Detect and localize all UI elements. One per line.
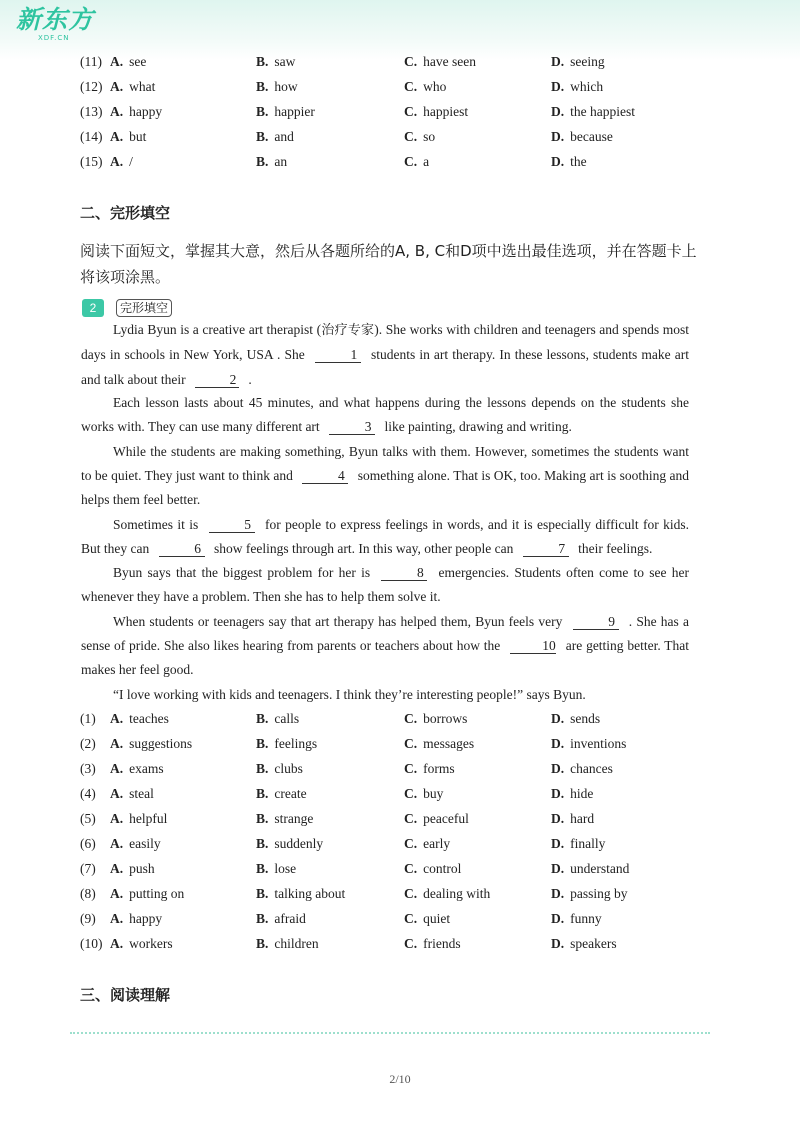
question-type-tag: 完形填空 (116, 299, 172, 317)
question-badge: 2 (82, 299, 104, 317)
option-c[interactable]: C. messages (404, 736, 475, 751)
option-b[interactable]: B. and (256, 129, 294, 144)
blank-1[interactable]: 1 (315, 347, 361, 363)
option-b[interactable]: B. children (256, 936, 319, 951)
option-a[interactable]: A. happy (110, 104, 163, 119)
option-d[interactable]: D. chances (551, 761, 613, 776)
option-row (80, 711, 720, 733)
option-c[interactable]: C. early (404, 836, 451, 851)
option-d[interactable]: D. speakers (551, 936, 617, 951)
option-c[interactable]: C. so (404, 129, 436, 144)
option-b[interactable]: B. strange (256, 811, 314, 826)
option-b[interactable]: B. lose (256, 861, 297, 876)
section-title-cloze: 二、完形填空 (80, 204, 171, 222)
option-c[interactable]: C. forms (404, 761, 455, 776)
option-row (80, 786, 720, 808)
option-a[interactable]: A. workers (110, 936, 173, 951)
option-a[interactable]: A. / (110, 154, 133, 169)
option-row (80, 836, 720, 858)
question-number: (6) (80, 836, 96, 851)
blank-4[interactable]: 4 (302, 468, 348, 484)
option-row (80, 736, 720, 758)
option-b[interactable]: B. talking about (256, 886, 346, 901)
option-a[interactable]: A. suggestions (110, 736, 193, 751)
option-d[interactable]: D. passing by (551, 886, 628, 901)
blank-9[interactable]: 9 (573, 614, 619, 630)
option-b[interactable]: B. saw (256, 54, 296, 69)
option-b[interactable]: B. an (256, 154, 288, 169)
option-b[interactable]: B. how (256, 79, 298, 94)
option-b[interactable]: B. calls (256, 711, 300, 726)
question-number: (9) (80, 911, 96, 926)
passage-paragraph: Byun says that the biggest problem for her is 8 emergencies. Students often come to see her whenever they have a problem. Then she has to help them solve it. (81, 565, 689, 605)
option-b[interactable]: B. feelings (256, 736, 318, 751)
option-b[interactable]: B. happier (256, 104, 315, 119)
option-c[interactable]: C. borrows (404, 711, 468, 726)
option-c[interactable]: C. peaceful (404, 811, 469, 826)
option-c[interactable]: C. control (404, 861, 462, 876)
option-a[interactable]: A. see (110, 54, 147, 69)
option-row (80, 761, 720, 783)
option-d[interactable]: D. inventions (551, 736, 627, 751)
option-d[interactable]: D. finally (551, 836, 606, 851)
blank-2[interactable]: 2 (195, 372, 239, 388)
option-c[interactable]: C. dealing with (404, 886, 491, 901)
question-number: (11) (80, 54, 102, 69)
option-b[interactable]: B. create (256, 786, 307, 801)
option-a[interactable]: A. easily (110, 836, 161, 851)
option-row (80, 911, 720, 933)
option-row (80, 936, 720, 958)
question-number: (12) (80, 79, 103, 94)
section-title-reading: 三、阅读理解 (80, 986, 171, 1004)
option-d[interactable]: D. hard (551, 811, 595, 826)
option-a[interactable]: A. exams (110, 761, 164, 776)
passage-paragraph: Each lesson lasts about 45 minutes, and what happens during the lessons depends on the students she works with. They can use many different art 3 like painting, drawing and writing. (81, 395, 689, 435)
passage-paragraph: Lydia Byun is a creative art therapist (治疗专家). She works with children and teenagers and spends most days in schools in New York, USA . She 1 students in art therapy. In these lessons, students make art and talk about their 2 . (81, 322, 689, 387)
question-number: (1) (80, 711, 96, 726)
question-number: (4) (80, 786, 96, 801)
option-a[interactable]: A. happy (110, 911, 163, 926)
option-c[interactable]: C. who (404, 79, 447, 94)
option-a[interactable]: A. teaches (110, 711, 169, 726)
logo-subtext: XDF.CN (38, 34, 70, 42)
option-d[interactable]: D. funny (551, 911, 602, 926)
passage-paragraph: While the students are making something, Byun talks with them. However, sometimes the students want to be quiet. They just want to think and 4 something alone. That is OK, too. Making art is soothing and helps them feel better. (81, 443, 689, 508)
blank-8[interactable]: 8 (381, 565, 427, 581)
question-number: (13) (80, 104, 103, 119)
question-number: (8) (80, 886, 96, 901)
option-a[interactable]: A. steal (110, 786, 154, 801)
option-c[interactable]: C. have seen (404, 54, 476, 69)
blank-5[interactable]: 5 (209, 517, 255, 533)
logo-text: 新东方 (16, 5, 95, 34)
question-number: (7) (80, 861, 96, 876)
question-number: (5) (80, 811, 96, 826)
question-number: (14) (80, 129, 103, 144)
question-number: (10) (80, 936, 103, 951)
header-band (0, 0, 800, 60)
option-row (80, 886, 720, 908)
page-number: 2/10 (389, 1072, 411, 1086)
option-row (80, 861, 720, 883)
option-b[interactable]: B. clubs (256, 761, 303, 776)
option-row (80, 79, 720, 101)
question-number: (2) (80, 736, 96, 751)
question-number: (15) (80, 154, 103, 169)
option-a[interactable]: A. helpful (110, 811, 168, 826)
section-instruction: 阅读下面短文，掌握其大意，然后从各题所给的A, B, C和D项中选出最佳选项，并在答题卡上将该项涂黑。 (80, 242, 697, 286)
option-c[interactable]: C. quiet (404, 911, 451, 926)
brand-logo (16, 6, 94, 42)
option-row (80, 54, 720, 76)
question-header (82, 299, 172, 319)
option-d[interactable]: D. the happiest (551, 104, 635, 119)
option-a[interactable]: A. putting on (110, 886, 185, 901)
blank-7[interactable]: 7 (523, 541, 569, 557)
option-b[interactable]: B. afraid (256, 911, 306, 926)
option-d[interactable]: D. the (551, 154, 587, 169)
option-row (80, 129, 720, 151)
blank-10[interactable]: 10 (510, 638, 556, 654)
option-d[interactable]: D. understand (551, 861, 630, 876)
option-row (80, 104, 720, 126)
blank-6[interactable]: 6 (159, 541, 205, 557)
option-c[interactable]: C. a (404, 154, 430, 169)
option-c[interactable]: C. friends (404, 936, 461, 951)
option-d[interactable]: D. because (551, 129, 613, 144)
option-row (80, 811, 720, 833)
option-c[interactable]: C. buy (404, 786, 444, 801)
option-a[interactable]: A. but (110, 129, 147, 144)
option-a[interactable]: A. push (110, 861, 155, 876)
option-d[interactable]: D. seeing (551, 54, 605, 69)
option-d[interactable]: D. which (551, 79, 604, 94)
option-row (80, 154, 720, 176)
passage-paragraph: “I love working with kids and teenagers. I think they’re interesting people!” says Byun. (113, 686, 586, 702)
passage-paragraph: When students or teenagers say that art therapy has helped them, Byun feels very 9 . She has a sense of pride. She also likes hearing from parents or teachers about how the 10 are getting better. That makes her feel good. (81, 613, 689, 678)
option-a[interactable]: A. what (110, 79, 156, 94)
passage-paragraph: Sometimes it is 5 for people to express feelings in words, and it is especially difficult for kids. But they can 6 show feelings through art. In this way, other people can 7 their feelings. (81, 516, 689, 556)
footer-divider (70, 1032, 710, 1034)
option-c[interactable]: C. happiest (404, 104, 469, 119)
option-d[interactable]: D. hide (551, 786, 594, 801)
option-b[interactable]: B. suddenly (256, 836, 324, 851)
blank-3[interactable]: 3 (329, 419, 375, 435)
question-number: (3) (80, 761, 96, 776)
option-d[interactable]: D. sends (551, 711, 601, 726)
